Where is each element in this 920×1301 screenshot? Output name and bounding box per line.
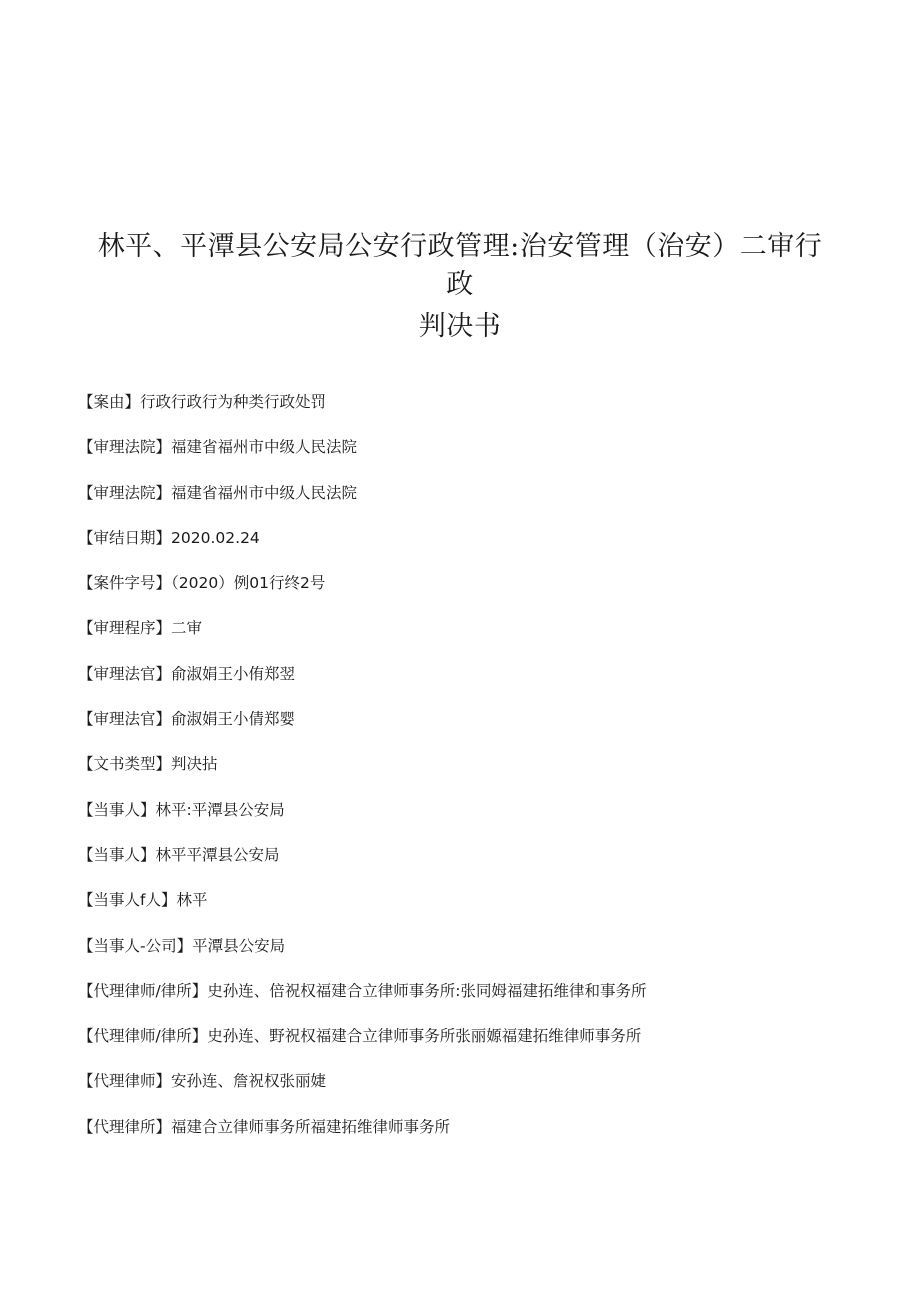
field-lawyers [78, 1069, 878, 1114]
field-document-type [78, 752, 878, 797]
field-value: 林平:平潭县公安局 [155, 800, 285, 819]
field-value: 俞淑娟王小侑郑翌 [171, 664, 296, 683]
field-closing-date [78, 526, 878, 571]
field-label: 【 审理程序 】 [78, 619, 171, 637]
document-title [70, 228, 850, 346]
field-value: 平潭县公安局 [192, 936, 286, 955]
field-label: 【 审理法官 】 [78, 665, 171, 683]
field-label: 【 代理律师/律所 】 [78, 982, 207, 1000]
field-label: 【 审结日期 】 [78, 529, 171, 547]
field-label: 【 审理法院 】 [78, 438, 171, 456]
field-label: 【 代理律师/律所 】 [78, 1027, 207, 1045]
field-case-number [78, 571, 878, 616]
field-value: 判决拈 [171, 755, 218, 774]
field-value: 福建省福州市中级人民法院 [171, 483, 358, 502]
field-value: 林平平潭县公安局 [155, 845, 280, 864]
field-value: 福建合立律师事务所福建拓维律师事务所 [171, 1117, 451, 1136]
case-info-list [78, 390, 878, 1160]
field-label: 【 代理律师 】 [78, 1072, 171, 1090]
field-value: 安孙连、詹祝权张丽婕 [171, 1072, 327, 1091]
field-label: 【 审理法官 】 [78, 710, 171, 728]
field-value: 史孙连、野祝权福建合立律师事务所张丽嫄福建拓维律师事务所 [207, 1027, 642, 1046]
field-law-firms [78, 1115, 878, 1160]
field-label: 【 当事人-公司 】 [78, 937, 192, 955]
field-label: 【 审理法院 】 [78, 484, 171, 502]
field-label: 【 案由 】 [78, 393, 140, 411]
document-subtitle: 判决书 [418, 311, 502, 342]
field-label: 【 当事人f人 】 [78, 891, 177, 909]
field-cause [78, 390, 878, 435]
field-value: 俞淑娟王小倩郑婴 [171, 710, 296, 729]
field-label: 【 当事人 】 [78, 801, 156, 819]
field-value: 福建省福州市中级人民法院 [171, 438, 358, 457]
field-label: 【 当事人 】 [78, 846, 156, 864]
field-lawyers-firms [78, 979, 878, 1024]
field-value: 2020.02.24 [171, 528, 260, 547]
field-value: 二审 [171, 619, 203, 638]
field-party-person [78, 888, 878, 933]
field-judges [78, 707, 878, 752]
field-court [78, 435, 878, 480]
field-procedure [78, 616, 878, 661]
field-judges [78, 662, 878, 707]
field-party-company [78, 934, 878, 979]
field-value: （2020）例01行终2号 [171, 574, 326, 593]
field-party [78, 843, 878, 888]
title-line-1: 林平、平潭县公安局公安行政管理:治安管理（治安）二审行 [97, 231, 823, 262]
field-label: 【 代理律所 】 [78, 1118, 171, 1136]
field-party [78, 798, 878, 843]
field-label: 【 案件字号 】 [78, 574, 171, 592]
field-value: 林平 [176, 891, 208, 910]
title-line-2: 政 [446, 269, 474, 300]
field-lawyers-firms [78, 1024, 878, 1069]
field-value: 史孙连、倍祝权福建合立律师事务所:张同姆福建拓维律和事务所 [207, 981, 647, 1000]
field-label: 【 文书类型 】 [78, 755, 171, 773]
field-court [78, 481, 878, 526]
field-value: 行政行政行为种类行政处罚 [140, 393, 327, 411]
